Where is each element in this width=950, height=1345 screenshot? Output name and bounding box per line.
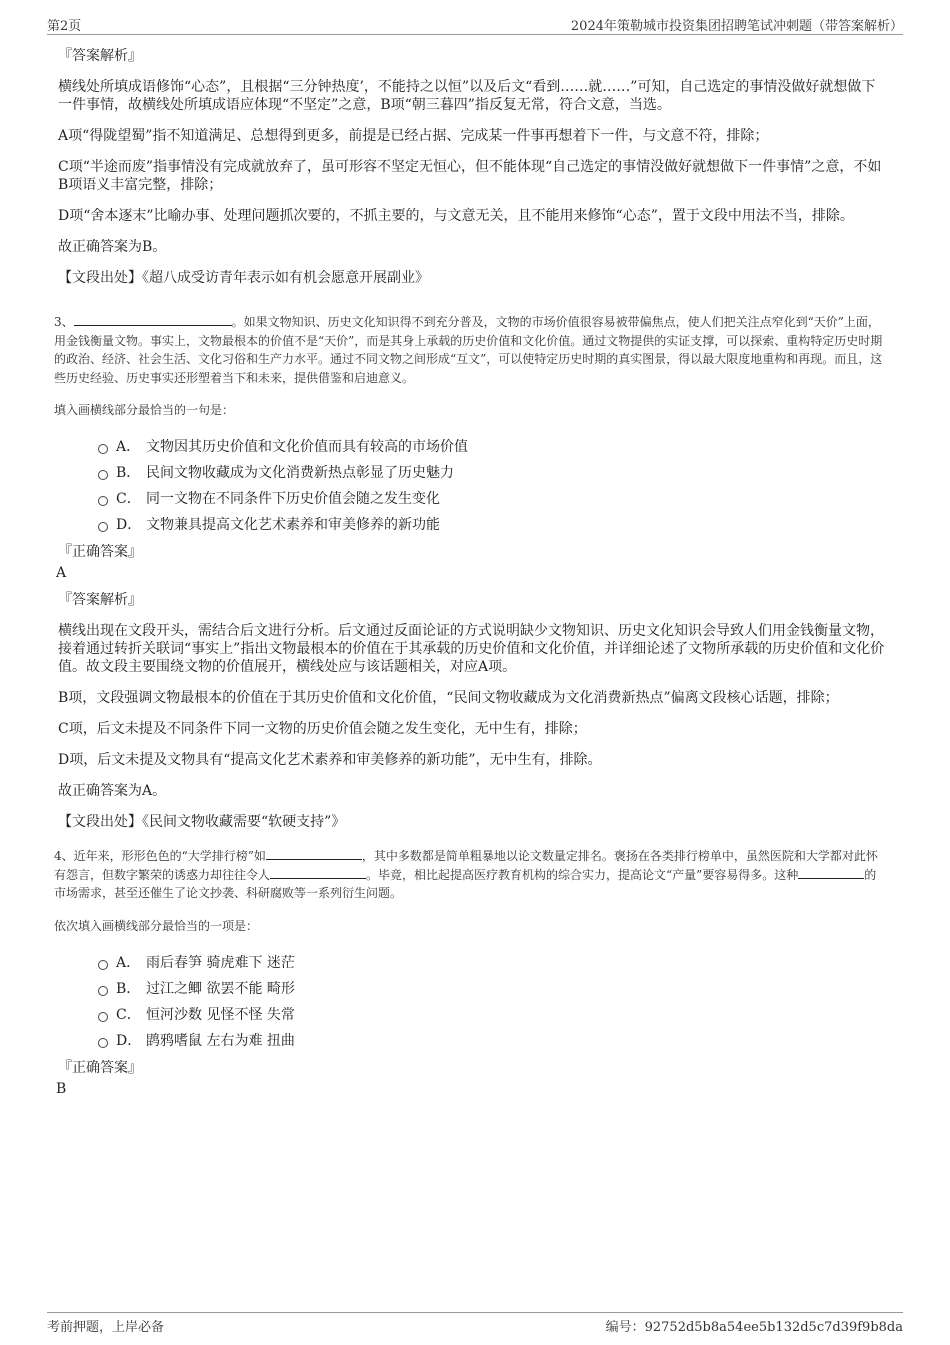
- radio-circle-icon[interactable]: [98, 986, 108, 996]
- source-citation: 【文段出处】《民间文物收藏需要“软硬支持”》: [58, 814, 346, 830]
- analysis-heading: 『答案解析』: [58, 592, 142, 608]
- correct-answer-heading: 『正确答案』: [58, 1059, 142, 1076]
- document-code: 编号：92752d5b8a54ee5b132d5c7d39f9b8da: [605, 1320, 903, 1335]
- radio-circle-icon[interactable]: [98, 1012, 108, 1022]
- option-c[interactable]: [98, 486, 888, 512]
- option-text: 同一文物在不同条件下历史价值会随之发生变化: [146, 491, 440, 507]
- question-text: 近年来，形形色色的“大学排行榜”如: [73, 849, 266, 863]
- analysis-paragraph: C项，后文未提及不同条件下同一文物的历史价值会随之发生变化，无中生有，排除；: [58, 721, 587, 737]
- radio-circle-icon[interactable]: [98, 960, 108, 970]
- option-letter: D．: [116, 1032, 142, 1049]
- analysis-paragraph: 横线处所填成语修饰“心态”，且根据“三分钟热度’，不能持之以恒”以及后文“看到……就……”可知，自己选定的事情没做好就想做下一件事情，故横线处所填成语应体现“不坚定”之意，B项“朝三暮四”指反复无常，符合文意，当选。: [58, 79, 876, 113]
- fill-blank: [266, 847, 362, 860]
- question-3-stem: [54, 313, 888, 387]
- source-citation: 【文段出处】《超八成受访青年表示如有机会愿意开展副业》: [58, 270, 429, 286]
- option-text: 文物因其历史价值和文化价值而具有较高的市场价值: [146, 439, 468, 455]
- radio-circle-icon[interactable]: [98, 522, 108, 532]
- question-number: 3、: [54, 315, 74, 329]
- radio-circle-icon[interactable]: [98, 444, 108, 454]
- option-text: 文物兼具提高文化艺术素养和审美修养的新功能: [146, 517, 440, 533]
- options-list: [98, 434, 888, 538]
- fill-blank: [74, 313, 232, 326]
- page-number: 第2页: [47, 19, 82, 34]
- option-a[interactable]: [98, 434, 888, 460]
- option-letter: A．: [116, 439, 141, 455]
- question-text: 。如果文物知识、历史文化知识得不到充分普及，文物的市场价值很容易被带偏焦点，使人们把关注点窄化到“天价”上面，用金钱衡量文物。事实上，文物最根本的价值不是“天价”，而是其身上承载的历史价值和文化价值。通过文物提供的实证支撑，可以探索、重构特定历史时期的政治、经济、社会生活、文化习俗和生产力水平。通过不同文物之间形成“互文”，可以使特定历史时期的真实图景，得以最大限度地重构和再现。而且，这些历史经验、历史事实还形塑着当下和未来，提供借鉴和启迪意义。: [54, 315, 883, 385]
- analysis-paragraph: D项，后文未提及文物具有“提高文化艺术素养和审美修养的新功能”，无中生有，排除。: [58, 752, 602, 768]
- conclusion: 故正确答案为B。: [58, 239, 167, 255]
- correct-answer-heading: 『正确答案』: [58, 544, 142, 560]
- option-text: 雨后春笋 骑虎难下 迷茫: [146, 954, 295, 971]
- analysis-paragraph: D项“舍本逐末”比喻办事、处理问题抓次要的，不抓主要的，与文意无关，且不能用来修饰“心态”，置于文段中用法不当，排除。: [58, 208, 854, 224]
- option-letter: C．: [116, 491, 141, 507]
- option-b[interactable]: [98, 976, 888, 1002]
- option-a[interactable]: [98, 950, 888, 976]
- option-letter: D．: [116, 517, 142, 533]
- page-header: [47, 14, 903, 35]
- option-d[interactable]: [98, 1028, 888, 1054]
- question-number: 4、: [54, 849, 74, 863]
- page-content: [56, 46, 888, 1106]
- option-letter: A．: [116, 954, 141, 971]
- fill-blank: [270, 866, 366, 879]
- option-d[interactable]: [98, 512, 888, 538]
- radio-circle-icon[interactable]: [98, 496, 108, 506]
- analysis-paragraph: A项“得陇望蜀”指不知道满足、总想得到更多，前提是已经占据、完成某一件事再想着下一件，与文意不符，排除；: [58, 128, 769, 144]
- question-text: ，其中多数都是简单粗暴地以论文数量定排名。褒扬在各类排行榜单中，虽然医院和大学都对此怀有怨言，但数字繁荣的诱惑力却往往令人: [54, 849, 878, 882]
- correct-answer: A: [56, 565, 67, 581]
- option-text: 恒河沙数 见怪不怪 失常: [146, 1006, 295, 1023]
- page-footer: [47, 1312, 903, 1335]
- option-letter: B．: [116, 980, 141, 997]
- analysis-paragraph: B项，文段强调文物最根本的价值在于其历史价值和文化价值，“民间文物收藏成为文化消费新热点”偏离文段核心话题，排除；: [58, 690, 839, 706]
- option-text: 鹍鸦嗜鼠 左右为难 扭曲: [146, 1032, 295, 1049]
- analysis-paragraph: C项“半途而废”指事情没有完成就放弃了，虽可形容不坚定无恒心，但不能体现“自己选定的事情没做好就想做下一件事情”之意，不如B项语义丰富完整，排除；: [58, 159, 882, 193]
- options-list: [98, 950, 888, 1054]
- option-text: 民间文物收藏成为文化消费新热点彰显了历史魅力: [146, 465, 454, 481]
- option-b[interactable]: [98, 460, 888, 486]
- correct-answer: B: [56, 1080, 67, 1097]
- question-prompt: 填入画横线部分最恰当的一句是：: [54, 403, 235, 417]
- analysis-heading: 『答案解析』: [58, 48, 142, 64]
- option-letter: B．: [116, 465, 141, 481]
- question-4-stem: [54, 847, 888, 903]
- document-title: 2024年策勒城市投资集团招聘笔试冲刺题（带答案解析）: [570, 19, 903, 34]
- option-c[interactable]: [98, 1002, 888, 1028]
- fill-blank: [798, 866, 864, 879]
- analysis-paragraph: 横线出现在文段开头，需结合后文进行分析。后文通过反面论证的方式说明缺少文物知识、历史文化知识会导致人们用金钱衡量文物，接着通过转折关联词“事实上”指出文物最根本的价值在于其承载的历史价值和文化价值，并详细论述了文物所承载的历史价值和文化价值。故文段主要围绕文物的价值展开，横线处应与该话题相关，对应A项。: [58, 623, 885, 675]
- question-text: 。毕竟，相比起提高医疗教育机构的综合实力，提高论文“产量”要容易得多。这种: [366, 867, 799, 882]
- footer-slogan: 考前押题，上岸必备: [47, 1320, 165, 1335]
- question-text: 的市场需求，甚至还催生了论文抄袭、科研腐败等一系列衍生问题。: [54, 867, 877, 900]
- radio-circle-icon[interactable]: [98, 1038, 108, 1048]
- radio-circle-icon[interactable]: [98, 470, 108, 480]
- conclusion: 故正确答案为A。: [58, 783, 167, 799]
- question-prompt: 依次填入画横线部分最恰当的一项是：: [54, 918, 259, 933]
- option-text: 过江之鲫 欲罢不能 畸形: [146, 980, 295, 997]
- option-letter: C．: [116, 1006, 141, 1023]
